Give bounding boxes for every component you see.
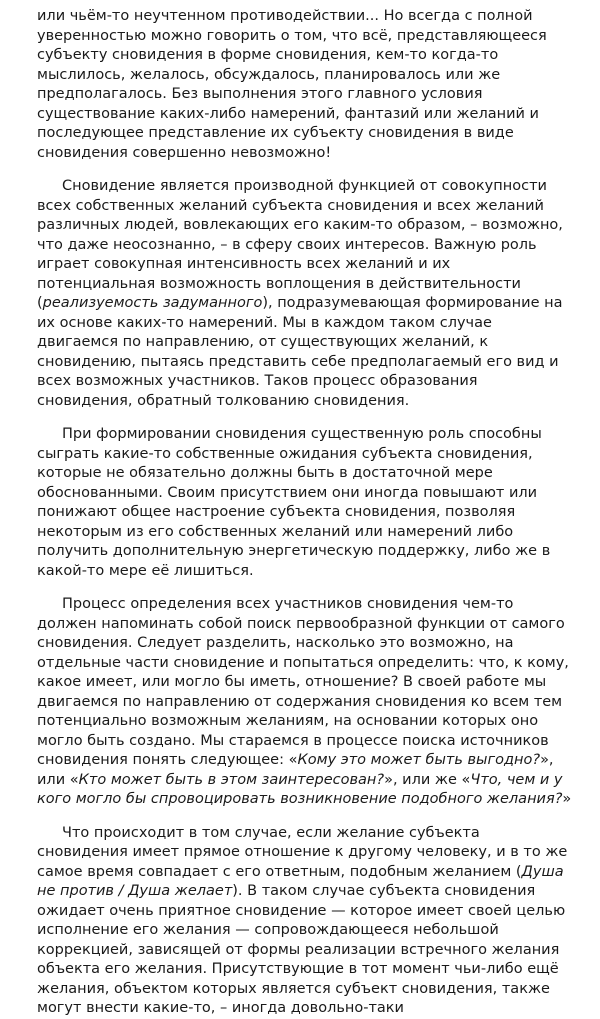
paragraph-2-italic: реализуемость задуманного bbox=[42, 295, 263, 311]
paragraph-4-italic-b: Кто может быть в этом заинтересован? bbox=[78, 771, 385, 788]
paragraph-1 bbox=[37, 7, 572, 163]
paragraph-5-italic: Душа не против / Душа желает bbox=[37, 863, 564, 899]
paragraph-4 bbox=[37, 595, 572, 810]
paragraph-4-italic-a: Кому это может быть выгодно? bbox=[297, 752, 541, 768]
paragraph-1-text: или чьём-то неучтенном противодействии... Но всегда с полной уверенностью можно говорить о том, что всё, представляющееся субъекту сновидения в форме сновидения, кем-то когда-то мыслилось, желалось, обсуждалось, планировалось или же предполагалось. Без выполнения этого главного условия существование каких-либо намерений, фантазий или желаний и последующее представление их субъекту сновидения в виде сновидения совершенно невозможно! bbox=[37, 8, 547, 161]
paragraph-5 bbox=[37, 824, 572, 1019]
paragraph-5-text-a: Что происходит в том случае, если желание субъекта сновидения имеет прямое отношение к другому человеку, и в то же самое время совпадает с его ответным, подобным желанием ( bbox=[37, 824, 568, 880]
paragraph-4-text-c: », или же « bbox=[384, 771, 471, 788]
paragraph-3-text: При формировании сновидения существенную роль способны сыграть какие-то собственные ожидания субъекта сновидения, которые не обязательно должны быть в достаточной мере обоснованными. Своим присутствием они иногда повышают или понижают общее настроение субъекта сновидения, позволяя некоторым из его собственных желаний или намерений либо получить дополнительную энергетическую поддержку, либо же в какой-то мере её лишиться. bbox=[37, 426, 551, 579]
paragraph-3 bbox=[37, 425, 572, 581]
paragraph-2-text-b: ), подразумевающая формирование на их основе каких-то намерений. Мы в каждом таком случае двигаемся по направлению, от существующих желаний, к сновидению, пытаясь представить себе предполагаемый его вид и всех возможных участников. Таков процесс образования сновидения, обратный толкованию сновидения. bbox=[37, 295, 563, 409]
paragraph-2 bbox=[37, 177, 572, 411]
paragraph-5-text-b: ). В таком случае субъекта сновидения ожидает очень приятное сновидение — которое имеет своей целью исполнение его желания — сопровождающееся небольшой коррекцией, зависящей от формы реализации встречного желания объекта его желания. Присутствующие в тот момент чьи-либо ещё желания, объектом которых является субъект сновидения, также могут внести какие-то, – иногда довольно-таки bbox=[37, 883, 566, 1016]
paragraph-4-text-a: Процесс определения всех участников сновидения чем-то должен напоминать собой поиск первообразной функции от самого сновидения. Следует разделить, насколько это возможно, на отдельные части сновидение и попытаться определить: что, к кому, какое имеет, или могло бы иметь, отношение? В своей работе мы двигаемся по направлению от содержания сновидения ко всем тем потенциально возможным желаниям, на основании которых оно могло быть создано. Мы стараемся в процессе поиска источников сновидения понять следующее: « bbox=[37, 596, 569, 768]
paragraph-4-text-b: », или « bbox=[37, 752, 554, 788]
paragraph-2-text-a: Сновидение является производной функцией от совокупности всех собственных желаний субъекта сновидения и всех желаний различных людей, вовлекающих его каким-то образом, – возможно, что даже неосознанно, – в сферу своих интересов. Важную роль играет совокупная интенсивность всех желаний и их потенциальная возможность воплощения в действительности ( bbox=[37, 178, 563, 311]
paragraph-4-text-d: » bbox=[562, 791, 572, 807]
paragraph-4-italic-c: Что, чем и у кого могло бы спровоцировать возникновение подобного желания? bbox=[37, 771, 563, 807]
